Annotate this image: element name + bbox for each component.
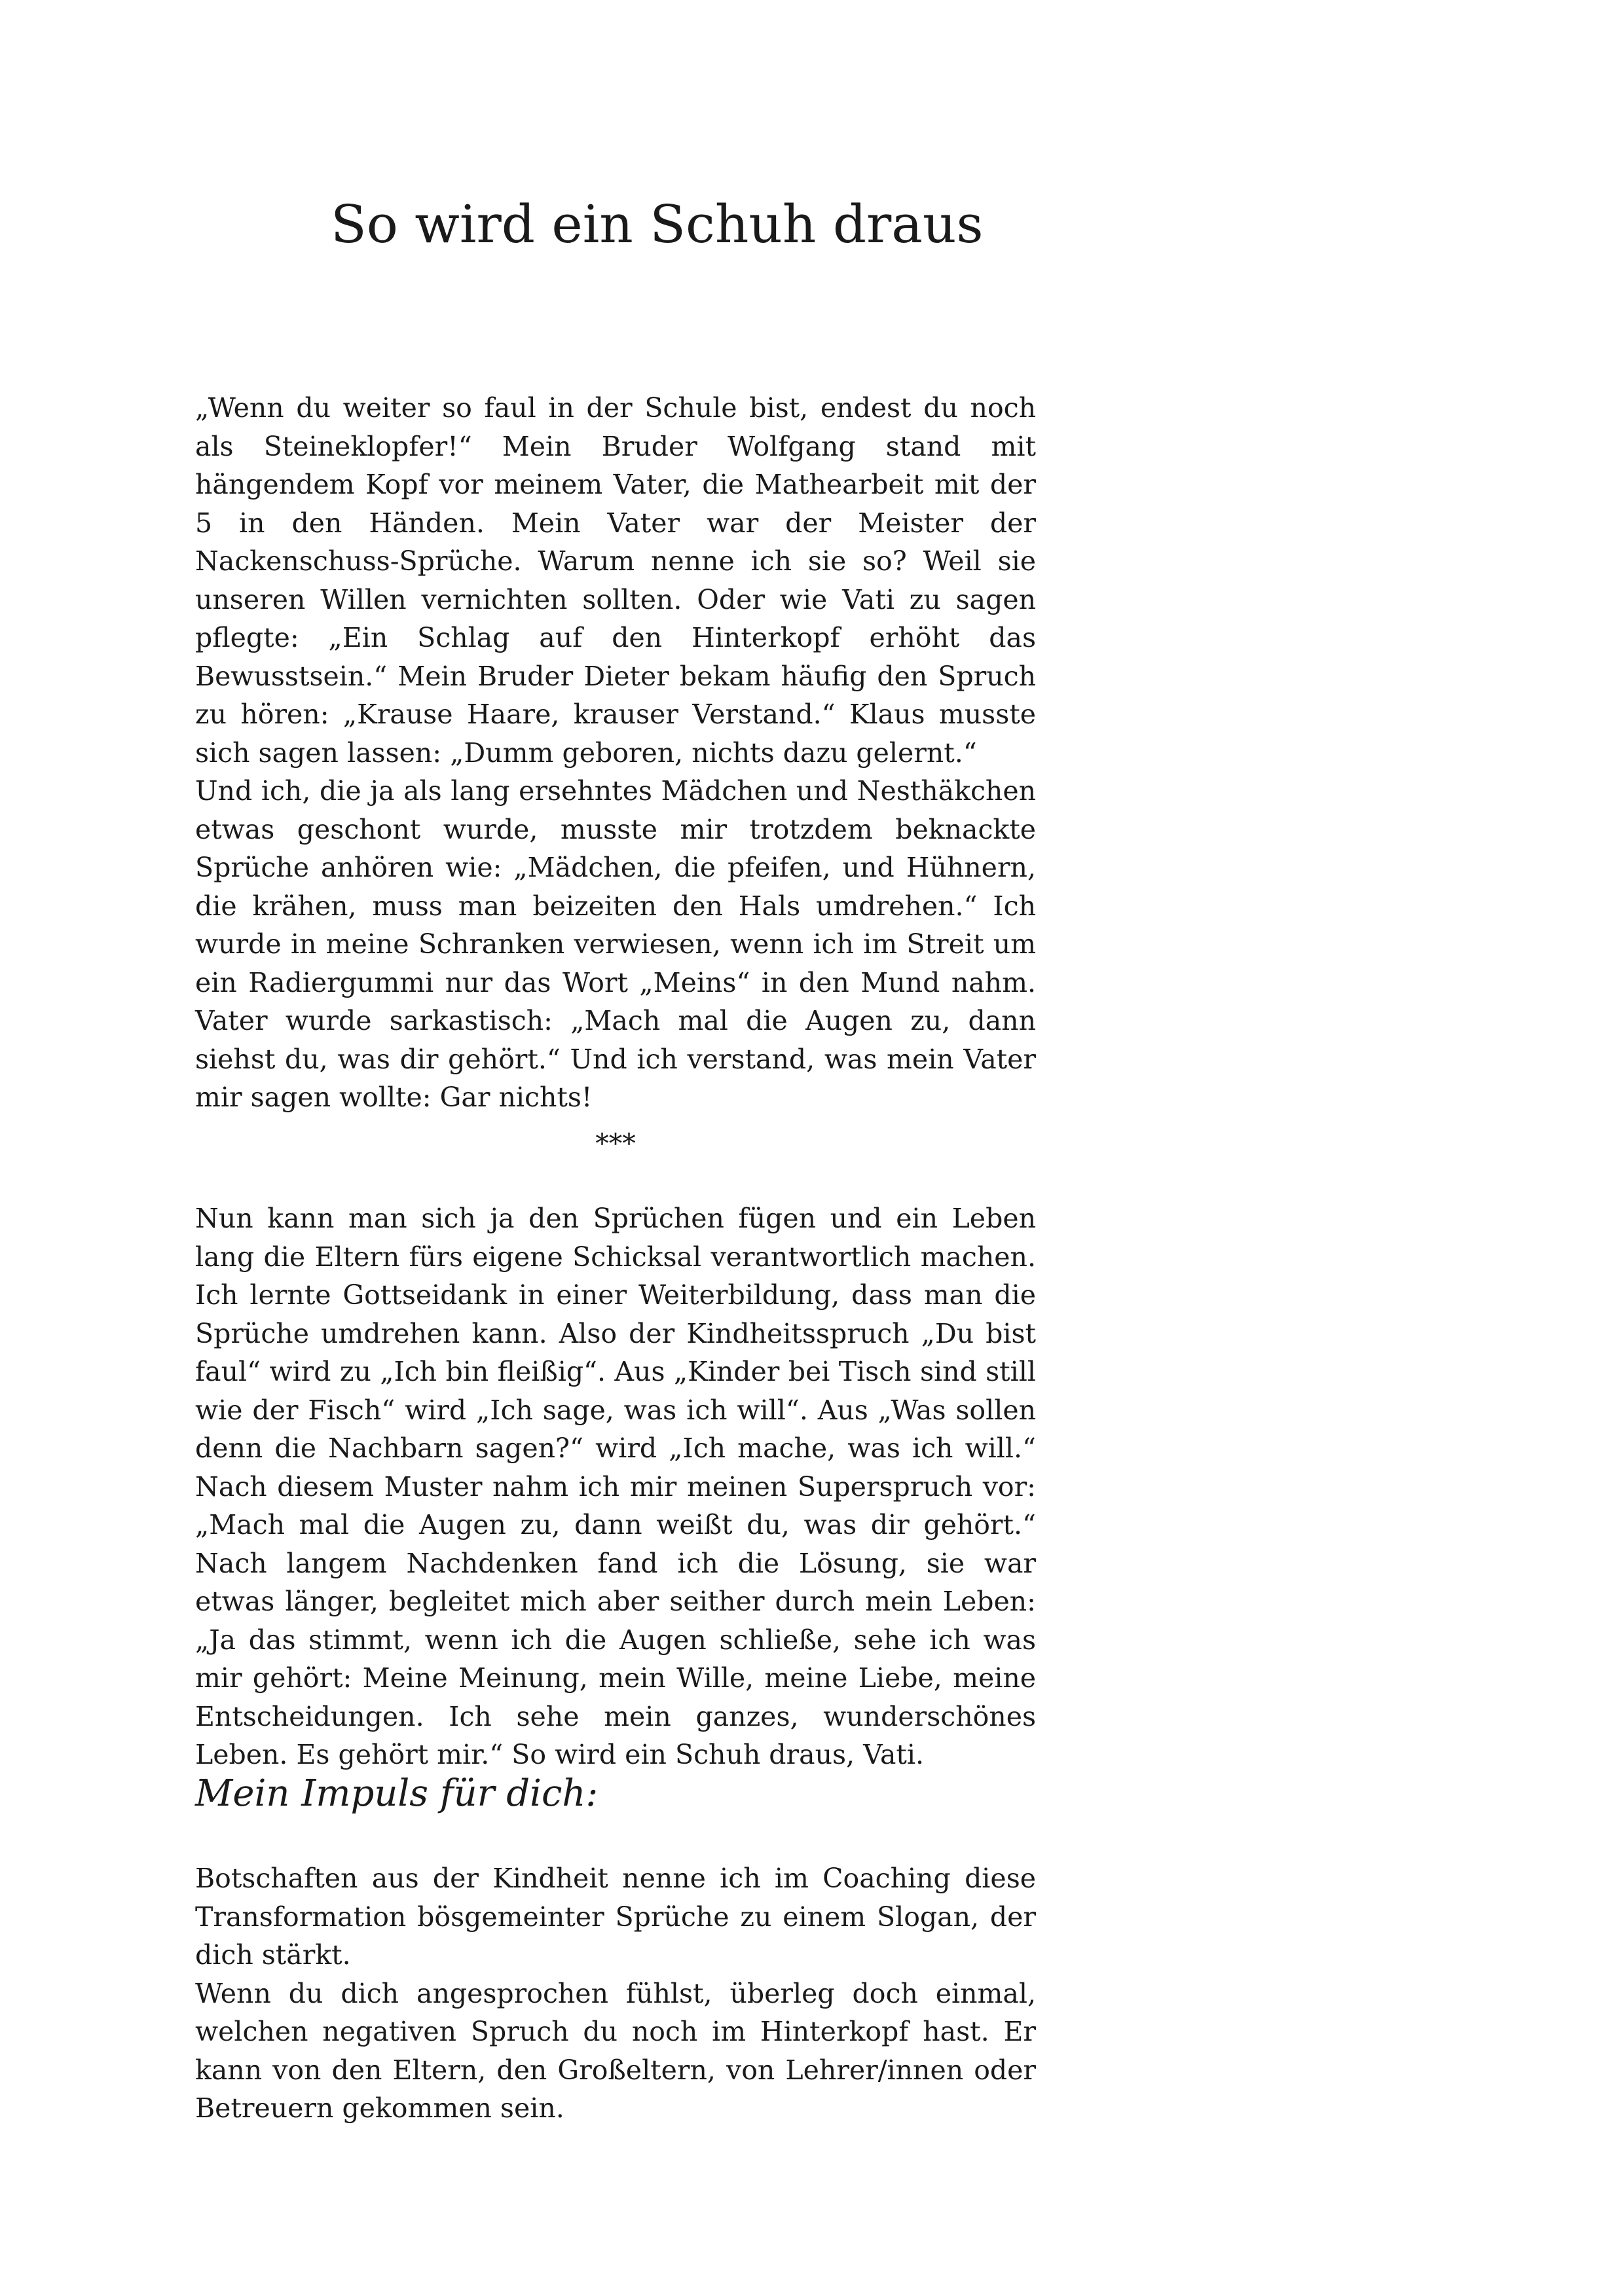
section-story (195, 389, 1036, 1117)
paragraph: Wenn du dich angesprochen fühlst, überleg doch einmal, welchen negativen Spruch du noch im Hinterkopf hast. Er kann von den Eltern, den Großeltern, von Lehrer/innen oder Betreuern gekommen sein. (195, 1977, 1036, 2124)
section-impulse (195, 1859, 1036, 2128)
page-title: So wird ein Schuh draus (331, 194, 984, 255)
section-separator: *** (595, 1128, 636, 1159)
paragraph: Und ich, die ja als lang ersehntes Mädchen und Nesthäkchen etwas geschont wurde, musste mir trotzdem beknackte Sprüche anhören wie: „Mädchen, die pfeifen, und Hühnern, die krähen, muss man beizeiten den Hals umdrehen.“ Ich wurde in meine Schranken verwiesen, wenn ich im Streit um ein Radiergummi nur das Wort „Meins“ in den Mund nahm. Vater wurde sarkastisch: „Mach mal die Augen zu, dann siehst du, was dir gehört.“ Und ich verstand, was mein Vater mir sagen wollte: Gar nichts! (195, 775, 1036, 1113)
paragraph: Botschaften aus der Kindheit nenne ich im Coaching diese Transformation bösgemeinter Sprüche zu einem Slogan, der dich stärkt. (195, 1863, 1036, 1971)
paragraph: „Wenn du weiter so faul in der Schule bist, endest du noch als Steineklopfer!“ Mein Bruder Wolfgang stand mit hängendem Kopf vor meinem Vater, die Mathearbeit mit der 5 in den Händen. Mein Vater war der Meister der Nackenschuss-Sprüche. Warum nenne ich sie so? Weil sie unseren Willen vernichten sollten. Oder wie Vati zu sagen pflegte: „Ein Schlag auf den Hinterkopf erhöht das Bewusstsein.“ Mein Bruder Dieter bekam häufig den Spruch zu hören: „Krause Haare, krauser Verstand.“ Klaus musste sich sagen lassen: „Dumm geboren, nichts dazu gelernt.“ (195, 392, 1036, 769)
paragraph: Nun kann man sich ja den Sprüchen fügen und ein Leben lang die Eltern fürs eigene Schicksal verantwortlich machen. Ich lernte Gottseidank in einer Weiterbildung, dass man die Sprüche umdrehen kann. Also der Kindheitsspruch „Du bist faul“ wird zu „Ich bin fleißig“. Aus „Kinder bei Tisch sind still wie der Fisch“ wird „Ich sage, was ich will“. Aus „Was sollen denn die Nachbarn sagen?“ wird „Ich mache, was ich will.“ Nach diesem Muster nahm ich mir meinen Superspruch vor: „Mach mal die Augen zu, dann weißt du, was dir gehört.“ Nach langem Nachdenken fand ich die Lösung, sie war etwas länger, begleitet mich aber seither durch mein Leben: „Ja das stimmt, wenn ich die Augen schließe, sehe ich was mir gehört: Meine Meinung, mein Wille, meine Liebe, meine Entscheidungen. Ich sehe mein ganzes, wunderschönes Leben. Es gehört mir.“ So wird ein Schuh draus, Vati. (195, 1203, 1036, 1770)
section-reflection (195, 1199, 1036, 1774)
impulse-heading: Mein Impuls für dich: (195, 1772, 599, 1815)
